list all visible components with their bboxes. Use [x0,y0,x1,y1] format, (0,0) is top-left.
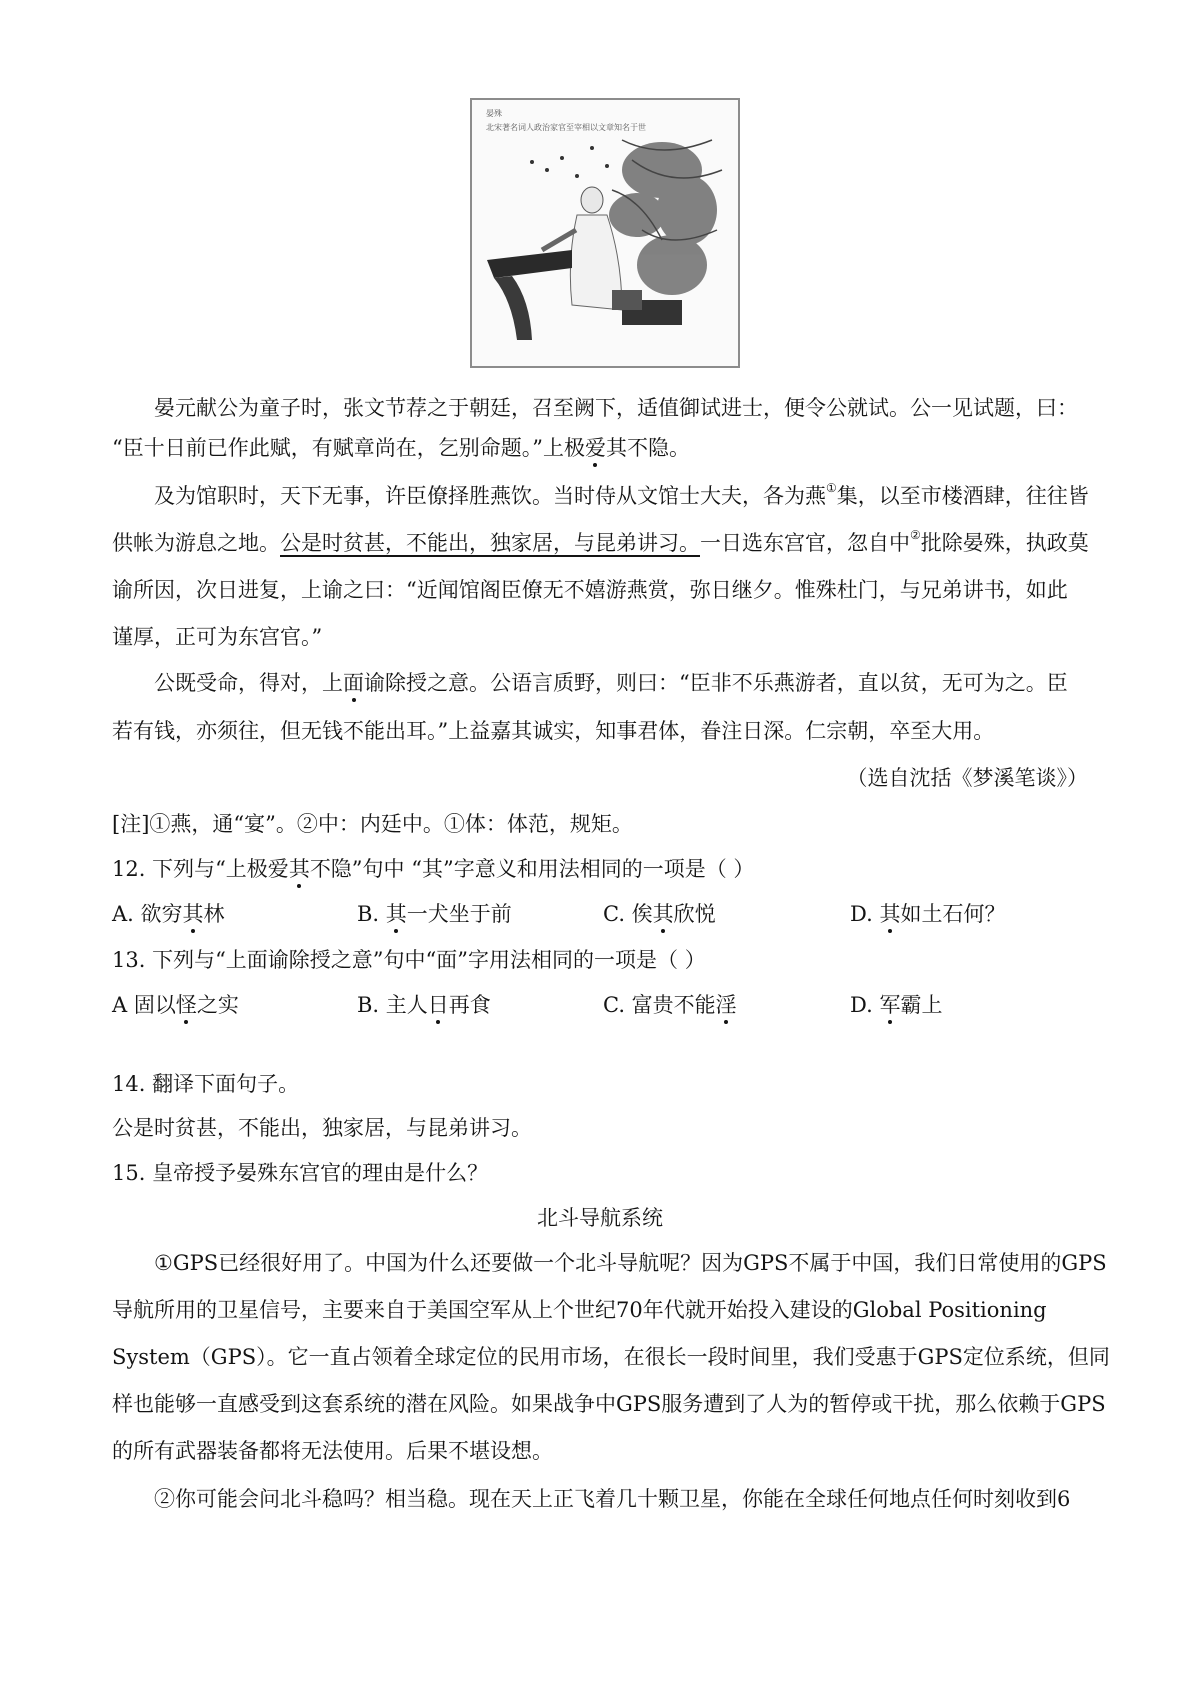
passage2-p2-line1: ②你可能会问北斗稳吗？相当稳。现在天上正飞着几十颗卫星，你能在全球任何地点任何时刻收到6 [154,1487,1071,1511]
passage1-p2-line4: 谨厚，正可为东宫官。” [112,625,323,649]
question-14-stem: 14. 翻译下面句子。 [112,1072,300,1096]
passage1-paragraph2 [112,480,1104,670]
question-13-stem: 13. 下列与“上面谕除授之意”句中“面”字用法相同的一项是（ ） [112,948,706,972]
passage1-paragraph3 [112,667,1104,757]
illustration-caption-text: 北宋著名词人政治家官至宰相以文章知名于世 [486,123,646,132]
passage1-p1-line2: “臣十日前已作此赋，有赋章尚在，乞别命题。”上极爱其不隐。 [112,432,690,462]
question-12-stem: 12. 下列与“上极爱其不隐”句中 “其”字意义和用法相同的一项是（ ） [112,853,754,883]
q12-option-d: D. 其如土石何？ [850,898,1005,928]
passage2-p1-line5: 的所有武器装备都将无法使用。后果不堪设想。 [112,1439,553,1463]
question-14-sentence: 公是时贫甚，不能出，独家居，与昆弟讲习。 [112,1116,532,1140]
illustration-scholar [470,98,740,368]
passage1-source: （选自沈括《梦溪笔谈》） [846,766,1088,790]
passage2-p1-line1: ①GPS已经很好用了。中国为什么还要做一个北斗导航呢？因为GPS不属于中国，我们日常使用的GPS [154,1251,1107,1275]
passage1-p1-line1: 晏元献公为童子时，张文节荐之于朝廷，召至阙下，适值御试进士，便令公就试。公一见试题，曰： [154,396,1078,420]
emphasis-dot-char: 面 [343,667,364,697]
passage1-p2-line1: 及为馆职时，天下无事，许臣僚择胜燕饮。当时侍从文馆士大夫，各为燕①集，以至市楼酒肆，往往皆 [154,481,1089,508]
scholar-at-desk-icon [472,100,738,366]
passage1-note: [注]①燕，通“宴”。②中：内廷中。①体：体范，规矩。 [112,812,633,836]
q13-option-c: C. 富贵不能淫 [603,989,737,1019]
passage2-p1-line2: 导航所用的卫星信号，主要来自于美国空军从上个世纪70年代就开始投入建设的Global Positioning [112,1298,1047,1322]
q13-option-a: A 固以怪之实 [112,989,239,1019]
passage1-paragraph1 [112,392,1104,472]
passage2-paragraph1 [112,1247,1110,1477]
illustration-caption-title: 晏殊 [486,109,502,118]
passage2-p1-line4: 样也能够一直感受到这套系统的潜在风险。如果战争中GPS服务遭到了人为的暂停或干扰，那么依赖于GPS [112,1392,1106,1416]
passage1-p3-line2: 若有钱，亦须往，但无钱不能出耳。”上益嘉其诚实，知事君体，眷注日深。仁宗朝，卒至大用。 [112,719,995,743]
passage1-p2-line2: 供帐为游息之地。公是时贫甚，不能出，独家居，与昆弟讲习。一日选东宫官，忽自中②批除晏殊，执政莫 [112,528,1089,555]
q12-option-c: C. 俟其欣悦 [603,898,716,928]
passage1-p3-line1: 公既受命，得对，上面谕除授之意。公语言质野，则曰：“臣非不乐燕游者，直以贫，无可为之。臣 [112,667,1068,697]
question-15-stem: 15. 皇帝授予晏殊东宫官的理由是什么？ [112,1161,489,1185]
q12-option-b: B. 其一犬坐于前 [357,898,512,928]
emphasis-dot-char: 其 [289,853,310,883]
q12-option-a: A. 欲穷其林 [112,898,225,928]
emphasis-dot-char: 爱 [585,432,606,462]
underlined-sentence: 公是时贫甚，不能出，独家居，与昆弟讲习。 [280,531,700,555]
q13-option-d: D. 军霸上 [850,989,942,1019]
passage2-p1-line3: System（GPS）。它一直占领着全球定位的民用市场，在很长一段时间里，我们受惠于GPS定位系统，但同 [112,1345,1110,1369]
q13-option-b: B. 主人日再食 [357,989,491,1019]
passage2-title: 北斗导航系统 [537,1206,663,1230]
passage1-p2-line3: 谕所因，次日进复，上谕之曰：“近闻馆阁臣僚无不嬉游燕赏，弥日继夕。惟殊杜门，与兄弟讲书，如此 [112,578,1068,602]
